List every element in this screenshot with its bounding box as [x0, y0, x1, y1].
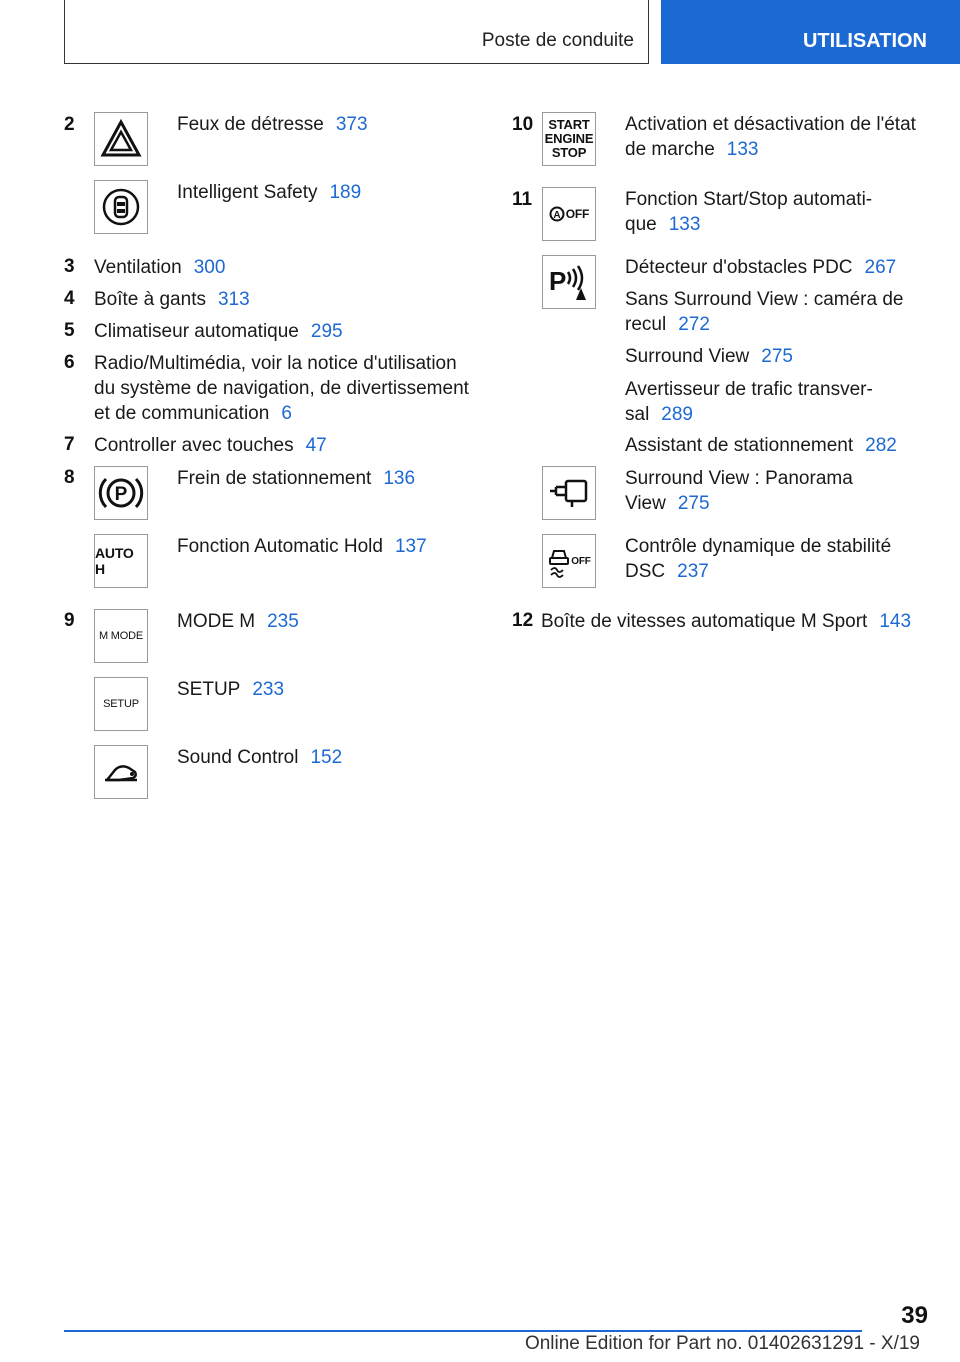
- page-reference-link[interactable]: 143: [879, 611, 912, 632]
- intelligent-safety-icon: [94, 180, 148, 234]
- start-icon-text: START: [548, 117, 590, 132]
- list-entry: [625, 112, 916, 162]
- list-entry: [177, 609, 299, 634]
- item-number: 2: [64, 114, 75, 135]
- entry-label: Controller avec touches: [94, 435, 294, 456]
- page-reference-link[interactable]: 133: [668, 214, 701, 235]
- page-reference-link[interactable]: 237: [677, 561, 709, 582]
- list-entry: [94, 351, 469, 426]
- page-reference-link[interactable]: 133: [726, 139, 759, 160]
- dsc-off-label: OFF: [571, 555, 591, 567]
- footer-divider: [64, 1330, 862, 1332]
- page-reference-link[interactable]: 235: [267, 611, 299, 632]
- entry-label-line: View: [625, 493, 666, 514]
- svg-text:P: P: [549, 266, 567, 296]
- dsc-off-icon: [542, 534, 596, 588]
- page-number: 39: [901, 1302, 928, 1329]
- page-reference-link[interactable]: 295: [310, 321, 343, 342]
- list-entry: [177, 112, 368, 137]
- page-reference-link[interactable]: 275: [677, 493, 710, 514]
- section-title: Poste de conduite: [481, 30, 634, 51]
- item-number: 4: [64, 288, 75, 309]
- entry-label: Boîte à gants: [94, 289, 206, 310]
- list-entry: [625, 287, 903, 337]
- page-reference-link[interactable]: 289: [661, 404, 693, 425]
- entry-label-line: Fonction Start/Stop automati-: [625, 189, 873, 210]
- list-entry: [177, 466, 415, 491]
- page-reference-link[interactable]: 272: [678, 314, 710, 335]
- item-number: 9: [64, 610, 75, 631]
- entry-label-line: DSC: [625, 561, 666, 582]
- list-entry: [177, 677, 284, 702]
- svg-text:A: A: [553, 210, 561, 221]
- chapter-title: UTILISATION: [802, 30, 927, 52]
- entry-label-line: Surround View : Panorama: [625, 468, 853, 489]
- entry-label: Boîte de vitesses automatique M Sport: [541, 611, 868, 632]
- page-reference-link[interactable]: 137: [394, 536, 427, 557]
- list-entry: [625, 377, 873, 427]
- list-entry: [541, 609, 911, 634]
- list-entry: [94, 433, 327, 458]
- list-entry: [177, 180, 361, 205]
- entry-label: Assistant de stationnement: [625, 435, 854, 456]
- engine-icon-text: ENGINE: [544, 131, 594, 146]
- footer-edition: Online Edition for Part no. 01402631291 - X/19: [524, 1333, 920, 1354]
- entry-label-line: et de communication: [94, 403, 270, 424]
- entry-label-line: Radio/Multimédia, voir la notice d'utilisation: [94, 353, 457, 374]
- item-number: 5: [64, 320, 75, 341]
- page-reference-link[interactable]: 267: [864, 257, 897, 278]
- page-reference-link[interactable]: 6: [281, 403, 292, 424]
- chapter-tab: [661, 0, 960, 64]
- item-number: 10: [512, 114, 534, 135]
- entry-label-line: Sans Surround View : caméra de: [625, 289, 904, 310]
- item-number: 6: [64, 352, 75, 373]
- item-number: 3: [64, 256, 75, 277]
- entry-label: SETUP: [177, 679, 241, 700]
- hazard-warning-icon: [94, 112, 148, 166]
- page-reference-link[interactable]: 313: [217, 289, 250, 310]
- entry-label: Ventilation: [94, 257, 182, 278]
- entry-label: Feux de détresse: [177, 114, 324, 135]
- list-entry: [625, 255, 896, 280]
- entry-label-line: Contrôle dynamique de stabilité: [625, 536, 892, 557]
- page-reference-link[interactable]: 136: [383, 468, 416, 489]
- item-number: 8: [64, 467, 75, 488]
- entry-label: Fonction Automatic Hold: [177, 536, 383, 557]
- stop-icon-text: STOP: [551, 145, 587, 160]
- entry-label-line: Avertisseur de trafic transver-: [625, 379, 873, 400]
- entry-label-line: recul: [625, 314, 667, 335]
- list-entry: [625, 433, 897, 458]
- item-number: 12: [512, 610, 534, 631]
- entry-label-line: Activation et désactivation de l'état: [625, 114, 916, 135]
- page-reference-link[interactable]: 300: [193, 257, 226, 278]
- m-mode-icon-label: M MODE: [98, 630, 144, 642]
- list-entry: [625, 187, 872, 237]
- setup-icon-label: SETUP: [103, 698, 139, 710]
- auto-start-stop-off-icon: [542, 187, 596, 241]
- auto-hold-icon-label: AUTO H: [95, 545, 134, 577]
- entry-label-line: que: [625, 214, 657, 235]
- start-stop-button-icon: [542, 112, 596, 166]
- park-distance-control-icon: [542, 255, 596, 309]
- page-reference-link[interactable]: 47: [305, 435, 327, 456]
- list-entry: [625, 534, 891, 584]
- auto-start-stop-off-label: OFF: [565, 207, 590, 221]
- list-entry: [625, 466, 853, 516]
- setup-icon: [94, 677, 148, 731]
- entry-label: Surround View: [625, 346, 750, 367]
- m-mode-icon: [94, 609, 148, 663]
- entry-label: Frein de stationnement: [177, 468, 372, 489]
- sound-control-icon: [94, 745, 148, 799]
- section-header: [64, 0, 649, 64]
- list-entry: [177, 534, 427, 559]
- page-reference-link[interactable]: 282: [865, 435, 897, 456]
- list-entry: [94, 287, 250, 312]
- list-entry: [94, 319, 343, 344]
- item-number: 11: [512, 189, 533, 210]
- svg-text:P: P: [114, 484, 128, 505]
- item-number: 7: [64, 434, 75, 455]
- entry-label: Détecteur d'obstacles PDC: [625, 257, 853, 278]
- page-reference-link[interactable]: 189: [329, 182, 362, 203]
- entry-label: Climatiseur automatique: [94, 321, 299, 342]
- page-reference-link[interactable]: 233: [252, 679, 285, 700]
- entry-label: MODE M: [177, 611, 256, 632]
- list-entry: [625, 344, 793, 369]
- list-entry: [94, 255, 225, 280]
- entry-label-line: du système de navigation, de divertissement: [94, 378, 469, 399]
- parking-brake-icon: [94, 466, 148, 520]
- auto-hold-icon: [94, 534, 148, 588]
- surround-view-camera-icon: [542, 466, 596, 520]
- entry-label-line: de marche: [625, 139, 715, 160]
- page-reference-link[interactable]: 275: [761, 346, 793, 367]
- page-reference-link[interactable]: 373: [335, 114, 368, 135]
- list-entry: [177, 745, 342, 770]
- entry-label: Intelligent Safety: [177, 182, 318, 203]
- entry-label-line: sal: [625, 404, 650, 425]
- page-reference-link[interactable]: 152: [310, 747, 343, 768]
- entry-label: Sound Control: [177, 747, 299, 768]
